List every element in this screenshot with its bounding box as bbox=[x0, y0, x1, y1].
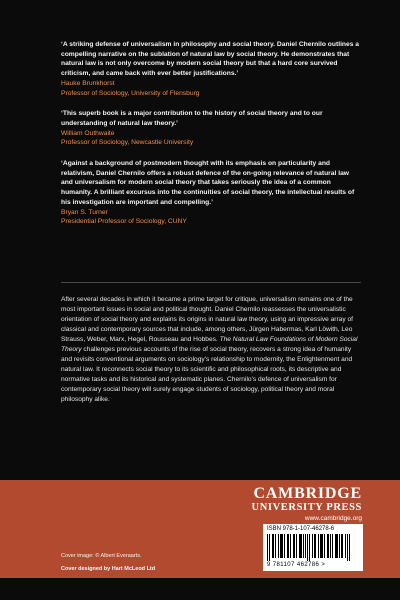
isbn-text: ISBN 978-1-107-46278-6 bbox=[267, 526, 335, 532]
divider bbox=[61, 282, 361, 283]
barcode-digits: 9 781107 462786 > bbox=[267, 562, 326, 568]
barcode bbox=[263, 524, 363, 571]
description-part-1: After several decades in which it became a prime target for critique, universalism remains one of the most important issues in social and political thought. Daniel Chernilo reassesses the universalistic orientation of social theory and explains its origins in natural law theory, using an impressive array of classical and contemporary sources that include, among others, Jürgen Habermas, Karl Löwith, Leo Strauss, Weber, Marx, Hegel, Rousseau and Hobbes. bbox=[61, 296, 353, 343]
endorsement-quote: ‘Against a background of postmodern thought with its emphasis on particularity and relativism, Daniel Chernilo offers a robust defence of the on-going relevance of natural law and universalism for modern social theory that takes seriously the idea of a common humanity. A brilliant excursus into the continuities of social theory, the intellectual results of his investigation are important and compelling.’ bbox=[61, 160, 355, 206]
endorsement bbox=[61, 40, 361, 98]
cover-design-credit: Cover designed by Hart McLeod Ltd bbox=[61, 566, 156, 572]
endorser-name: Bryan S. Turner bbox=[61, 208, 108, 216]
publisher-name: CAMBRIDGE bbox=[253, 485, 362, 502]
book-title-italic: The Natural Law Foundations of Modern Social Theory bbox=[61, 336, 358, 353]
cover-image-credit: Cover image: © Albert Everaarts. bbox=[61, 553, 142, 559]
endorser-name: Hauke Brunkhorst bbox=[61, 79, 115, 87]
endorsement bbox=[61, 159, 361, 227]
book-description bbox=[61, 295, 361, 405]
publisher-url: www.cambridge.org bbox=[304, 515, 362, 522]
endorsement bbox=[61, 109, 361, 148]
endorsements bbox=[61, 40, 361, 238]
cover-credits bbox=[61, 553, 155, 573]
publisher-logo bbox=[252, 485, 362, 523]
endorser-name: William Outhwaite bbox=[61, 129, 115, 137]
endorser-title: Presidential Professor of Sociology, CUNY bbox=[61, 218, 187, 226]
description-part-2: challenges previous accounts of the rise of social theory, recovers a strong idea of humanity and revisits conventional arguments on sociology’s relationship to modernity, the Enlightenment and natural law. It reconnects social theory to its scientific and philosophical roots, its descriptive and normative tasks and its historical and systematic planes. Chernilo’s defence of universalism for contemporary social theory will surely engage students of sociology, political theory and moral philosophy alike. bbox=[61, 346, 353, 403]
endorser-title: Professor of Sociology, Newcastle University bbox=[61, 139, 194, 147]
endorsement-quote: ‘A striking defense of universalism in philosophy and social theory. Daniel Chernilo outlines a compelling narrative on the sublation of natural law by social theory. He demonstrates that natural law is not only overcome by modern social theory but that a hard core survived criticism, and came back with ever better justifications.’ bbox=[61, 41, 360, 78]
barcode-bars bbox=[267, 534, 359, 561]
publisher-subname: UNIVERSITY PRESS bbox=[251, 502, 362, 513]
endorsement-quote: ‘This superb book is a major contribution to the history of social theory and to our understanding of natural law theory.’ bbox=[61, 110, 323, 127]
endorser-title: Professor of Sociology, University of Flensburg bbox=[61, 89, 200, 97]
